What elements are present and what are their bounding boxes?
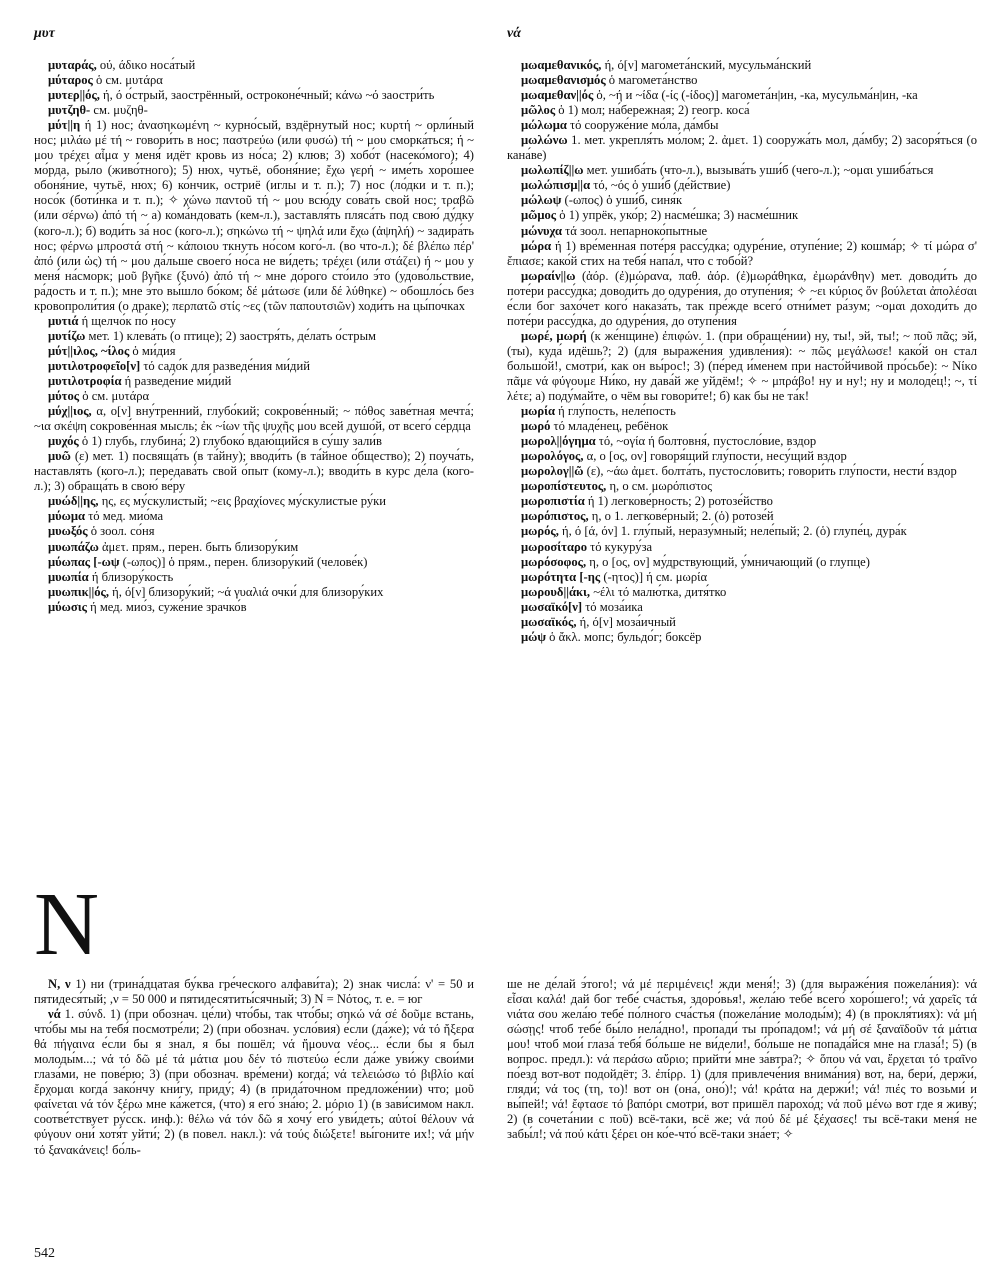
dictionary-entry <box>34 434 474 449</box>
headword: μυτιλοτροφία <box>48 373 122 388</box>
headword: μωσαϊκό[ν] <box>521 599 583 614</box>
entry-definition: ή 1) вре́менная поте́ря рассу́дка; одуре́ние, отупе́ние; 2) кошма́р; ✧ τί μώρα σ' ἔπιασε; како́й стих на тебя́ напа́л, что с тобо́й? <box>507 238 977 268</box>
headword: μύταρος <box>48 73 93 88</box>
headword: μωροπίστευτος, <box>521 479 607 494</box>
entry-definition: τό моза́ика <box>582 599 643 614</box>
entry-definition: η, ο 1. легкове́рный; 2. (ὁ) ротозе́й <box>588 509 774 524</box>
dictionary-entry <box>34 329 474 344</box>
entry-definition: ὁ, ~ή и ~ίδα (-ίς (-ίδος)] магомета́н|ин, -ка, мусульма́н|ин, -ка <box>593 88 918 103</box>
headword: μωρουδ||άκι, <box>521 584 591 599</box>
dictionary-entry <box>507 163 977 178</box>
entry-definition: ὁ 1) мол; на́бережная; 2) геогр. коса́ <box>555 103 750 118</box>
running-head-left: μυτ <box>34 26 55 41</box>
page-number: 542 <box>34 1246 55 1261</box>
dictionary-entry <box>34 977 474 1007</box>
dictionary-entry <box>34 524 474 539</box>
dictionary-entry <box>507 58 977 73</box>
entry-definition: ὁ зоол. со́ня <box>87 524 155 539</box>
dictionary-entry <box>34 585 474 600</box>
column-bottom-right <box>507 977 977 1143</box>
entry-definition: τό сооруже́ние мо́ла, да́мбы <box>566 118 719 133</box>
headword: μωαμεθανισμός <box>521 73 606 88</box>
dictionary-entry <box>34 494 474 509</box>
headword: μυωπία <box>48 569 89 584</box>
column-top-right <box>507 58 977 645</box>
entry-definition: τό, ~ογία ή болтовня́, пустосло́вие, вздор <box>595 434 817 449</box>
entry-definition: τό кукуру́за <box>587 539 653 554</box>
headword: μώλωψ <box>521 193 562 208</box>
headword: μυτιλοτροφεῖο[ν] <box>48 358 141 373</box>
entry-definition: ὁ 1) глубь, глубина́; 2) глубоко́ вдаю́щийся в су́шу зали́в <box>78 434 382 449</box>
entry-definition: τό садо́к для разведе́ния ми́дий <box>140 358 310 373</box>
entry-definition: мет. 1) клева́ть (о птице); 2) заостря́ть, де́лать о́стрым <box>85 328 377 343</box>
headword: μωρολογ||ῶ <box>521 464 584 479</box>
entry-definition: ού, άδικο носа́тый <box>96 58 196 72</box>
section-letter: N <box>34 875 99 974</box>
entry-definition: τό младе́нец, ребёнок <box>550 419 669 434</box>
headword: μυταράς, <box>48 58 97 72</box>
headword: μυωπικ||ός, <box>48 584 109 599</box>
entry-definition: ή, ό о́стрый, заострённый, остроконе́чный; κάνω ~ό заостри́ть <box>99 88 435 103</box>
dictionary-entry <box>507 449 977 464</box>
entry-definition: α, ο [ος, ον] говоря́щий глу́пости, несу́щий вздор <box>583 449 847 464</box>
entry-definition: ше не де́лай э́того!; νά μέ περιμένεις! жди меня́!; 3) (для выраже́ния пожела́ния): νά εἶσαι καλά! дай бог тебе́ сча́стья, здоро́вья!, жела́ю тебе́ всего́ хоро́шего!; νά χαρεῖς τά νιάτα σου жела́ю тебе́ по́лного сча́стья (пожела́ние молоды́м); 4) (в прокля́тиях): νά μή σώσῃς! чтоб тебе́ бы́ло нела́дно!, пропади́ ты про́падом!; νά μή σέ ξαναϊδοῦν τά μάτια μου! чтоб мои́ глаза́ тебя́ бо́льше не ви́дели!, бо́льше не попада́йся мне на глаза́!; 5) (в вопрос. предл.): νά περάσω αὔριο; прийти́ мне за́втра?; ✧ ὅπου νά ναι, ἔρχεται τό τραῖνο по́езд вот-вот подойдёт; 3. ἐπίρρ. 1) (для привлече́ния внима́ния) вот, на, бери́, держи́, гляди́; νά τος (τη, το)! вот он (она́, оно́)!; νά! κράτα на держи́!; νά! πιές то возьми́ и вы́пей!; νά! ἔφτασε τό βαπόρι смотри́, вот пришёл парохо́д; νά ποῦ μένω вот где я живу́; 2) (в сочета́нии с ποῦ) всё-таки, всё же; νά πού δέ μέ ξέχασες! ты всё-таки меня́ не забы́л!; νά πού κάτι ξέρει он ко́е-что́ всё-таки зна́ет; ✧ <box>507 977 977 1142</box>
dictionary-entry <box>507 464 977 479</box>
headword: μωρολόγος, <box>521 449 584 464</box>
entry-definition: ὁ см. μυτάρα <box>92 73 163 88</box>
dictionary-entry <box>34 540 474 555</box>
dictionary-entry <box>507 600 977 615</box>
column-top-left <box>34 58 474 615</box>
dictionary-entry <box>507 977 977 1143</box>
dictionary-entry <box>507 329 977 404</box>
entry-definition: ή, ό [ά, όν] 1. глу́пый, неразу́мный; неле́пый; 2. (ὁ) глупе́ц, дура́к <box>558 524 907 539</box>
dictionary-entry <box>34 1007 474 1157</box>
dictionary-entry <box>507 269 977 329</box>
entry-definition: ή, ό[ν] близору́кий; ~ά γυαλιά очки́ для близору́ких <box>108 584 384 599</box>
dictionary-entry <box>507 118 977 133</box>
entry-definition: 1) ни (трина́дцатая бу́ква гре́ческого алфави́та); 2) знак числа́: ν' = 50 и пятидеся́тый; ,ν = 50 000 и пятидесятиты́сячный; 3) N = Νότος, т. е. = юг <box>34 977 474 1007</box>
dictionary-entry <box>34 449 474 494</box>
dictionary-entry <box>507 540 977 555</box>
dictionary-entry <box>34 58 474 73</box>
headword: μύχ||ιος, <box>48 404 92 419</box>
headword: μωραίν||ω <box>521 268 576 283</box>
dictionary-entry <box>34 509 474 524</box>
headword: μωαμεθαν||ός <box>521 88 594 103</box>
entry-definition: (-ωπος) ὁ уши́б, синя́к <box>561 193 683 208</box>
headword: μωρόπιστος, <box>521 509 589 524</box>
headword: μυώδ||ης, <box>48 494 99 509</box>
headword: μώλωμα <box>521 118 567 133</box>
dictionary-entry <box>34 404 474 434</box>
entry-definition: (-ωπος)] ὁ прям., перен. близору́кий (челове́к) <box>119 554 368 569</box>
entry-definition: ή близору́кость <box>88 569 174 584</box>
entry-definition: ή 1) легкове́рность; 2) ротозе́йство <box>584 494 773 509</box>
dictionary-entry <box>507 419 977 434</box>
headword: N, ν <box>48 977 71 991</box>
headword: μῶλος <box>521 103 556 118</box>
column-bottom-left <box>34 977 474 1158</box>
dictionary-entry <box>34 88 474 103</box>
entry-definition: (-ητος)] ή см. μωρία <box>600 569 708 584</box>
headword: μωρό <box>521 419 551 434</box>
entry-definition: 1. мет. укрепля́ть мо́лом; 2. ἀμετ. 1) сооружа́ть мол, да́мбу; 2) засоря́ться (о кана́ве) <box>507 133 977 163</box>
dictionary-entry <box>34 103 474 118</box>
dictionary-entry <box>507 73 977 88</box>
headword: μυτίζω <box>48 328 86 343</box>
dictionary-entry <box>34 389 474 404</box>
entry-definition: ή 1) нос; ἀνασηκωμένη ~ курно́сый, вздёрнутый нос; κυρτή ~ орли́ный нос; μιλάω μέ τή ~ говори́ть в нос; παστρεύω (или φυσώ) τή ~ μου сморка́ться; ή ~ μου τρέχει αἷμα у меня́ идёт кровь из но́са; 2) клюв; 3) хобо́т (насеко́мого); 4) мо́рда, ры́ло (живо́тного); 5) нюх, чутьё, обоня́ние; ἔχω γερή ~ име́ть хоро́шее обоня́ние, чутьё, нюх; 6) ко́нчик, остриё (иглы и т. п.); 7) нос (ло́дки и т. п.); носо́к (боти́нка и т. п.); ✧ χώνω παντοῦ τή ~ μου всю́ду сова́ть свой нос; τραβῶ (или σέρνω) ἀπό τή ~ а) кома́ндовать (кем-л.), заставля́ть пляса́ть под свою́ ду́дку (кого-л.); б) води́ть за́ нос (кого-л.); σηκώνω τή ~ ψηλά или ἔχω (ἀψηλή) ~ задира́ть нос; φέρνω μπροστά στή ~ κάποιου ткнуть но́сом кого́-л. (во что-л.); δέ βλέπω πέρ' ἀπό (или ὡς) τή ~ μου да́льше своего́ но́са не ви́деть; τρέχει (или στάζει) ή ~ μου у меня́ на́сморк; μοῦ βγῆκε (ξυνό) ἀπό τή ~ мне до́рого сто́ило э́то (удово́льствие, ра́дость и т. п.); мне э́то вы́шло бо́ком; δέ μάτωσε (или δέ λύθηκε) ~ обошло́сь без кровопроли́тия (о драке); περπατῶ στίς ~ες (τῶν παπουτσιῶν) ходи́ть на цы́почках <box>34 118 474 313</box>
entry-definition: ή щелчо́к по́ носу <box>78 313 177 328</box>
entry-definition: (ε) мет. 1) посвяща́ть (в та́йну); вводи́ть (в та́йное о́бщество); 2) поуча́ть, наставля́ть (кого-л.); передава́ть свой о́пыт (кому-л.); вводи́ть в курс де́ла (кого-л.); 3) обраща́ть в свою́ ве́ру <box>34 449 474 494</box>
headword: μύτος <box>48 389 80 404</box>
headword: μωλώπισμ||α <box>521 178 591 193</box>
dictionary-entry <box>507 555 977 570</box>
entry-definition: ὁ 1) упрёк, уко́р; 2) насме́шка; 3) насме́шник <box>556 208 799 223</box>
headword: μωροσίταρο <box>521 539 588 554</box>
entry-definition: ή, ό[ν] магомета́нский, мусульма́нский <box>601 58 812 72</box>
headword: μύωπας [-ωψ <box>48 554 120 569</box>
headword: μυτιά <box>48 313 79 328</box>
dictionary-entry <box>507 434 977 449</box>
headword: μύτ||η <box>48 118 81 133</box>
headword: μύτ||ιλος, ~ίλος <box>48 343 130 358</box>
dictionary-entry <box>507 239 977 269</box>
entry-definition: ή глу́пость, неле́пость <box>555 404 676 419</box>
headword: μωρόσοφος, <box>521 554 587 569</box>
entry-definition: ή мед. мио́з, суже́ние зрачко́в <box>86 599 247 614</box>
dictionary-entry <box>34 374 474 389</box>
dictionary-entry <box>507 494 977 509</box>
headword: μυχός <box>48 434 79 449</box>
headword: μυτζηθ- <box>48 103 91 118</box>
entry-definition: ή разведе́ние ми́дий <box>121 373 232 388</box>
entry-definition: ὁ магомета́нство <box>605 73 698 88</box>
headword: μωσαϊκός, <box>521 614 577 629</box>
entry-definition: ~έλι τό малю́тка, дитя́тко <box>590 584 727 599</box>
headword: μωλωπίζ||ω <box>521 163 584 178</box>
headword: μυωξός <box>48 524 88 539</box>
headword: μώνυχα <box>521 223 562 238</box>
headword: μυῶ <box>48 449 71 464</box>
entry-definition: ή, ό[ν] моза́ичный <box>576 614 676 629</box>
dictionary-entry <box>507 509 977 524</box>
entry-definition: (к же́нщине) ἐπιφών. 1. (при обраще́нии) ну, ты!, эй, ты!; ~ ποῦ πᾶς; эй, (ты), куда́ идёшь?; 2) (для выраже́ния удивле́ния): ~ πῶς μεγάλωσε! како́й он стал большо́й!, смотри́, как он вы́рос!; 3) (пе́ред и́менем при насто́йчивой про́сьбе): ~ Νίκο πᾶμε νά φύγουμε Ни́ко, ну дава́й же уйдём!; ✧ ~ μπράβο! ну и ну!; ну и молоде́ц!; ~, τί λέτε; а) поду́майте, о чём вы говори́те!; б) как бы не та́к! <box>507 328 977 404</box>
headword: μῶμος <box>521 208 557 223</box>
dictionary-entry <box>34 314 474 329</box>
entry-definition: мет. ушиба́ть (что-л.), вызыва́ть уши́б (чего-л.); ~ομαι ушиба́ться <box>583 163 934 178</box>
entry-definition: ης, ες му́скулистый; ~εις βραχίονες му́скулистые ру́ки <box>98 494 386 509</box>
entry-definition: ἀμετ. прям., перен. быть близору́ким <box>98 539 299 554</box>
headword: μωρία <box>521 404 556 419</box>
dictionary-entry <box>34 570 474 585</box>
dictionary-entry <box>507 570 977 585</box>
entry-definition: 1. σύνδ. 1) (при обознач. це́ли) что́бы, так что́бы; σηκώ νά σέ δοῦμε встань, что́бы мы на тебя́ посмотре́ли; 2) (при обознач. усло́вия) е́сли (да́же); νά τό ἤξερα θά πήγαινα е́сли бы я знал, я бы пошёл; νά ἤμουνα νέος... е́сли бы я был молоды́м...; νά τό δῶ μέ τά μάτια μου δέν τό πιστεύω е́сли да́же уви́жу свои́ми глаза́ми, не пове́рю; 3) (при обознач. вре́мени) когда́; νά τελειώσω τό βιβλίο καί ἔρχομαι когда́ зако́нчу кни́гу, приду́; 4) (в прида́точном предложе́нии) что; μοῦ φαίνεται νά τόν ξέρω мне ка́жется, (что) я его́ зна́ю; 2. μόριο 1) (в зави́симом накл. соотве́тствует ру́сск. инф.): θέλω νά τόν δῶ я хочу́ его́ уви́деть; αὐτοί θέλουν νά φύγουν они́ хотя́т уйти́; 2) (в повел. накл.): νά τούς διώξετε! вы́гоните их!; νά μήν τό ξανακάνεις! бо́ль- <box>34 1007 474 1157</box>
dictionary-entry <box>34 118 474 314</box>
dictionary-entry <box>507 479 977 494</box>
dictionary-entry <box>507 193 977 208</box>
dictionary-entry <box>507 208 977 223</box>
headword: μύωσις <box>48 599 87 614</box>
dictionary-entry <box>507 178 977 193</box>
entry-definition: τό мед. мио́ма <box>85 509 164 524</box>
entry-definition: τά зоол. непарноко́пытные <box>562 223 708 238</box>
dictionary-entry <box>34 344 474 359</box>
headword: μώρα <box>521 238 552 253</box>
headword: μυτερ||ός, <box>48 88 100 103</box>
dictionary-entry <box>507 88 977 103</box>
headword: μωλώνω <box>521 133 568 148</box>
headword: μωρός, <box>521 524 559 539</box>
dictionary-entry <box>34 555 474 570</box>
entry-definition: см. μυζηθ- <box>90 103 148 118</box>
entry-definition: ὁ ἄκλ. мопс; бульдо́г; боксёр <box>546 629 702 644</box>
entry-definition: η, ο см. μωρόπιστος <box>606 479 713 494</box>
entry-definition: η, ο [ος, ον] му́дрствующий, у́мничающий (о глупце) <box>586 554 870 569</box>
headword: μωαμεθανικός, <box>521 58 602 72</box>
headword: μύωμα <box>48 509 86 524</box>
dictionary-entry <box>507 630 977 645</box>
dictionary-entry <box>507 133 977 163</box>
entry-definition: ὁ см. μυτάρα <box>79 389 150 404</box>
entry-definition: τό, ~ός ὁ уши́б (де́йствие) <box>590 178 731 193</box>
running-head-right: νά <box>507 26 521 41</box>
entry-definition: (ἀόρ. (ἐ)μώρανα, παθ. ἀόρ. (ἐ)μωράθηκα, ἐμωράνθην) мет. доводи́ть до поте́ри рассу́дка; доводи́ть до одуре́ния, до отупе́ния; ✧ ~ει κύριος ὅν βούλεται ἀπολέσαι е́сли бог захо́чет кого́ наказа́ть, так пре́жде всего́ отни́мет ра́зум; ~ομαι доходи́ть до поте́ри рассу́дка, до одуре́ния, до отупе́ния <box>507 268 977 328</box>
headword: μωρέ, μωρή <box>521 328 587 343</box>
headword: μυωπάζω <box>48 539 99 554</box>
dictionary-entry <box>507 615 977 630</box>
headword: μώψ <box>521 629 547 644</box>
entry-definition: (ε), ~άω ἀμετ. болта́ть, пустосло́вить; говори́ть глу́пости, нести́ вздор <box>583 464 957 479</box>
dictionary-entry <box>507 524 977 539</box>
dictionary-entry <box>507 103 977 118</box>
dictionary-entry <box>34 73 474 88</box>
dictionary-entry <box>507 404 977 419</box>
entry-definition: ὁ ми́дия <box>129 343 176 358</box>
dictionary-entry <box>34 600 474 615</box>
dictionary-entry <box>507 585 977 600</box>
headword: μωρολ||όγημα <box>521 434 596 449</box>
dictionary-entry <box>507 224 977 239</box>
headword: μωροπιστία <box>521 494 585 509</box>
headword: νά <box>48 1007 61 1022</box>
headword: μωρότητα [-ης <box>521 569 601 584</box>
dictionary-entry <box>34 359 474 374</box>
entry-definition: α, ο[ν] вну́тренний, глубо́кий; сокрове́нный; ~ πόθος заве́тная мечта́; ~ια σκέψη сокрове́нная мысль; ἐκ ~ίων τῆς ψυχῆς μου всей душо́й, от всего́ се́рдца <box>34 404 474 434</box>
